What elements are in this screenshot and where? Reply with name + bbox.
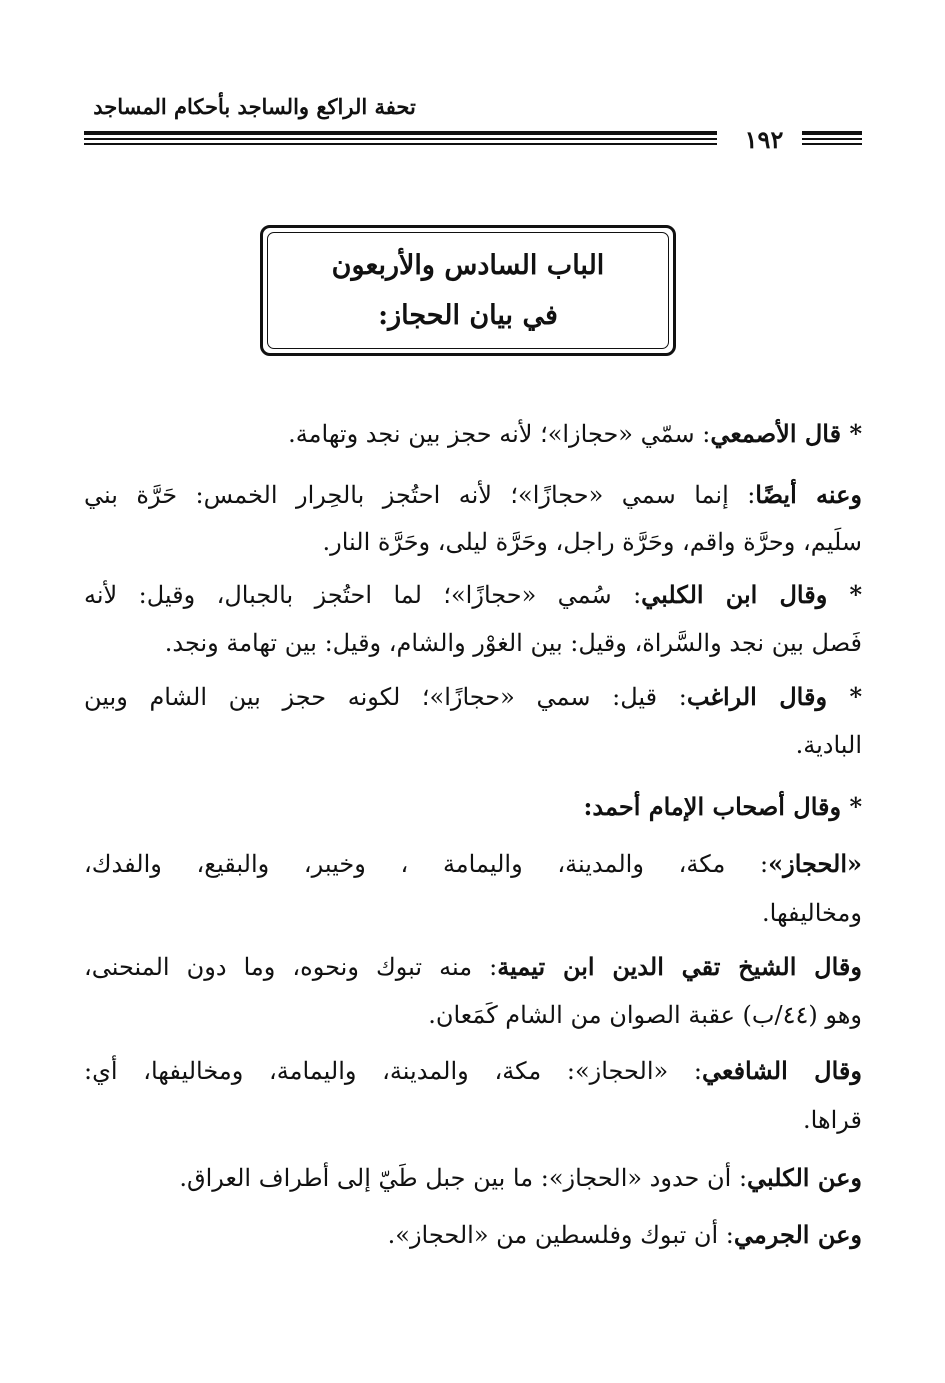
running-title: تحفة الراكع والساجد بأحكام المساجد xyxy=(93,94,416,119)
paragraph-ibn-taymiyya-line-1 xyxy=(84,950,862,984)
quote-text: : أن تبوك وفلسطين من «الحجاز». xyxy=(387,1221,734,1249)
quote-text: : سُمي «حجازًا»؛ لما احتُجز بالجبال، وقيل: لأنه xyxy=(84,581,642,609)
quote-text: : أن حدود «الحجاز»: ما بين جبل طَيّ إلى أطراف العراق. xyxy=(179,1164,748,1192)
quote-text: وهو (٤٤/ب) عقبة الصوان من الشام كَمَعان. xyxy=(428,1001,862,1029)
header-rule-middle xyxy=(84,138,717,140)
chapter-subtitle: في بيان الحجاز: xyxy=(378,300,558,331)
paragraph-kalbi-line-1 xyxy=(84,578,862,612)
paragraph-anhu-line-1 xyxy=(84,478,862,512)
paragraph-kalbi-line-2 xyxy=(84,626,862,660)
paragraph-ahmad-companions xyxy=(84,790,862,824)
term-name: «الحجاز» xyxy=(768,849,862,878)
paragraph-raghib-line-1 xyxy=(84,680,862,714)
quote-text: البادية. xyxy=(795,731,862,759)
paragraph-hijaz-line-1 xyxy=(84,847,862,881)
header-rule-short-bottom xyxy=(802,143,862,145)
paragraph-asmai xyxy=(84,417,862,451)
quote-text: سلَيم، وحرَّة واقم، وحَرَّة راجل، وحَرَّة ليلى، وحَرَّة النار. xyxy=(322,528,862,556)
chapter-title-box xyxy=(260,225,676,356)
speaker-name: وقال الشافعي xyxy=(701,1056,862,1085)
speaker-name: وعن الكلبي xyxy=(747,1163,862,1192)
speaker-name: * وقال الراغب xyxy=(686,682,862,711)
quote-text: : سمّي «حجازا»؛ لأنه حجز بين نجد وتهامة. xyxy=(288,420,711,448)
speaker-name: وعنه أيضًا xyxy=(755,480,862,509)
paragraph-kalbi-hudud xyxy=(84,1161,862,1195)
quote-text: : إنما سمي «حجازًا»؛ لأنه احتُجز بالحِرار الخمس: حَرَّة بني xyxy=(84,481,756,509)
chapter-title: الباب السادس والأربعون xyxy=(331,250,605,281)
quote-text: قراها. xyxy=(803,1106,862,1134)
paragraph-ibn-taymiyya-line-2 xyxy=(84,998,862,1032)
quote-text: فَصل بين نجد والسَّراة، وقيل: بين الغوْر والشام، وقيل: بين تهامة ونجد. xyxy=(164,629,862,657)
quote-text: : منه تبوك ونحوه، وما دون المنحنى، xyxy=(84,953,498,981)
speaker-name: وعن الجرمي xyxy=(733,1220,862,1249)
header-rule-bottom xyxy=(84,143,717,145)
paragraph-shafii-line-2 xyxy=(84,1103,862,1137)
header-rule-top xyxy=(84,131,717,135)
paragraph-hijaz-line-2 xyxy=(84,896,862,930)
speaker-name: * قال الأصمعي xyxy=(710,419,862,448)
paragraph-jarmi xyxy=(84,1218,862,1252)
speaker-name: * وقال أصحاب الإمام أحمد: xyxy=(583,792,862,821)
quote-text: ومخاليفها. xyxy=(762,899,862,927)
quote-text: : «الحجاز»: مكة، والمدينة، واليمامة، ومخاليفها، أي: xyxy=(84,1057,702,1085)
header-rule-short-middle xyxy=(802,138,862,140)
quote-text: : قيل: سمي «حجازًا»؛ لكونه حجز بين الشام وبين xyxy=(84,683,687,711)
quote-text: : مكة، والمدينة، واليمامة ، وخيبر، والبقيع، والفدك، xyxy=(84,850,769,878)
paragraph-anhu-line-2 xyxy=(84,525,862,559)
header-rule-short-top xyxy=(802,131,862,135)
page-number: ١٩٢ xyxy=(744,125,784,154)
paragraph-raghib-line-2 xyxy=(84,728,862,762)
speaker-name: * وقال ابن الكلبي xyxy=(641,580,862,609)
speaker-name: وقال الشيخ تقي الدين ابن تيمية xyxy=(497,952,862,981)
paragraph-shafii-line-1 xyxy=(84,1054,862,1088)
